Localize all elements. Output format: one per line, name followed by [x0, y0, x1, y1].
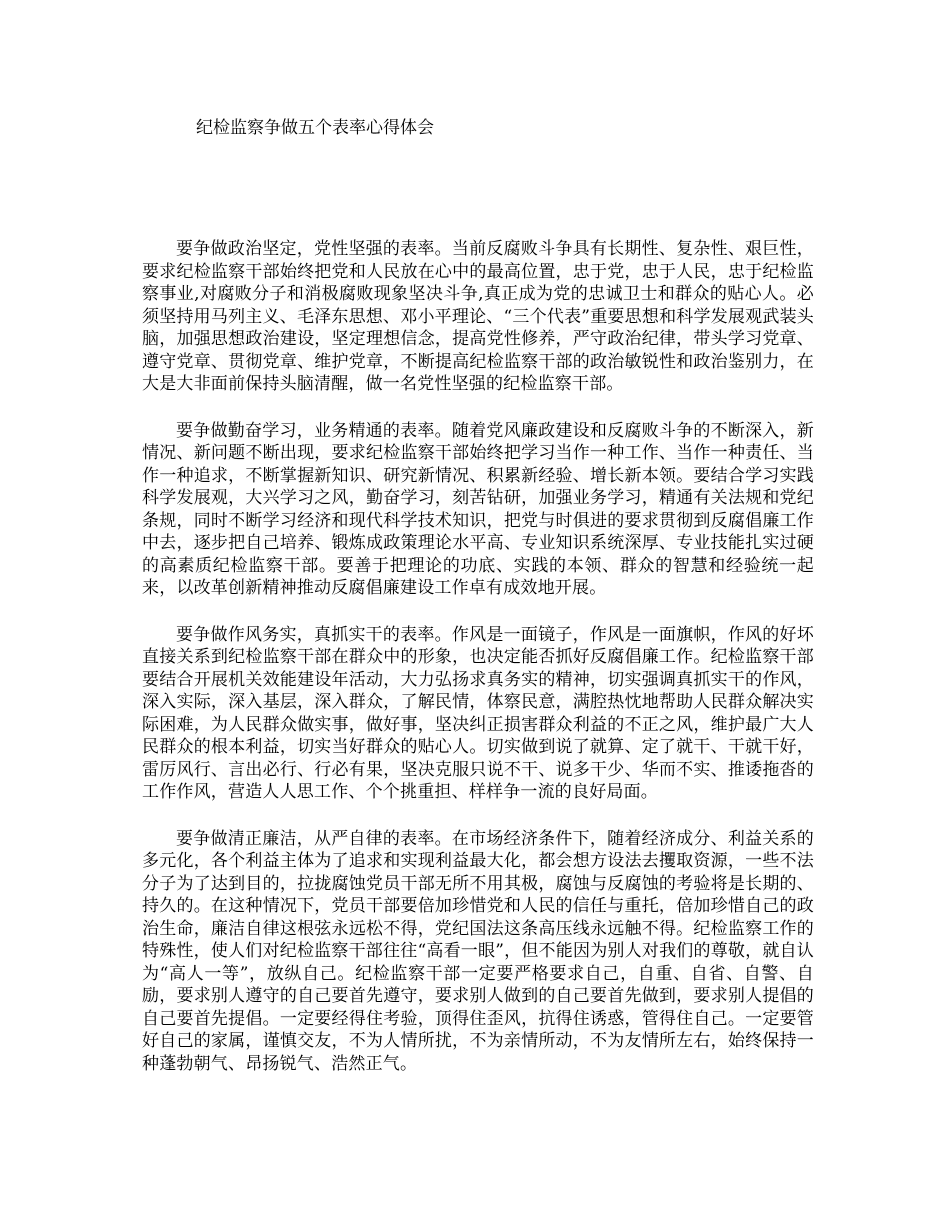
paragraph-work-style: 要争做作风务实，真抓实干的表率。作风是一面镜子，作风是一面旗帜，作风的好坏直接关系到纪检监察干部在群众中的形象，也决定能否抓好反腐倡廉工作。纪检监察干部要结合开展机关效能建设年活动，大力弘扬求真务实的精神，切实强调真抓实干的作风，深入实际，深入基层，深入群众，了解民情，体察民意，满腔热忱地帮助人民群众解决实际困难，为人民群众做实事，做好事，坚决纠正损害群众利益的不正之风，维护最广大人民群众的根本利益，切实当好群众的贴心人。切实做到说了就算、定了就干、干就干好，雷厉风行、言出必行、行必有果，坚决克服只说不干、说多干少、华而不实、推诿拖沓的工作作风，营造人人思工作、个个挑重担、样样争一流的良好局面。	[142, 624, 814, 802]
document-title: 纪检监察争做五个表率心得体会	[196, 118, 434, 138]
document-body	[142, 238, 814, 1099]
paragraph-political: 要争做政治坚定，党性坚强的表率。当前反腐败斗争具有长期性、复杂性、艰巨性，要求纪检监察干部始终把党和人民放在心中的最高位置，忠于党，忠于人民，忠于纪检监察事业,对腐败分子和消极腐败现象坚决斗争,真正成为党的忠诚卫士和群众的贴心人。必须坚持用马列主义、毛泽东思想、邓小平理论、“三个代表”重要思想和科学发展观武装头脑，加强思想政治建设，坚定理想信念，提高党性修养，严守政治纪律，带头学习党章、遵守党章、贯彻党章、维护党章，不断提高纪检监察干部的政治敏锐性和政治鉴别力，在大是大非面前保持头脑清醒，做一名党性坚强的纪检监察干部。	[142, 239, 814, 394]
paragraph-integrity: 要争做清正廉洁，从严自律的表率。在市场经济条件下，随着经济成分、利益关系的多元化，各个利益主体为了追求和实现利益最大化，都会想方设法去攫取资源，一些不法分子为了达到目的，拉拢腐蚀党员干部无所不用其极，腐蚀与反腐蚀的考验将是长期的、持久的。在这种情况下，党员干部要倍加珍惜党和人民的信任与重托，倍加珍惜自己的政治生命，廉洁自律这根弦永远松不得，党纪国法这条高压线永远触不得。纪检监察工作的特殊性，使人们对纪检监察干部往往“高看一眼”，但不能因为别人对我们的尊敬，就自认为“高人一等”，放纵自己。纪检监察干部一定要严格要求自己，自重、自省、自警、自励，要求别人遵守的自己要首先遵守，要求别人做到的自己要首先做到，要求别人提倡的自己要首先提倡。一定要经得住考验，顶得住歪风，抗得住诱惑，管得住自己。一定要管好自己的家属，谨慎交友，不为人情所扰，不为亲情所动，不为友情所左右，始终保持一种蓬勃朝气、昂扬锐气、浩然正气。	[142, 828, 814, 1074]
paragraph-learning: 要争做勤奋学习，业务精通的表率。随着党风廉政建设和反腐败斗争的不断深入，新情况、新问题不断出现，要求纪检监察干部始终把学习当作一种工作、当作一种责任、当作一种追求，不断掌握新知识、研究新情况、积累新经验、增长新本领。要结合学习实践科学发展观，大兴学习之风，勤奋学习，刻苦钻研，加强业务学习，精通有关法规和党纪条规，同时不断学习经济和现代科学技术知识，把党与时俱进的要求贯彻到反腐倡廉工作中去，逐步把自己培养、锻炼成政策理论水平高、专业知识系统深厚、专业技能扎实过硬的高素质纪检监察干部。要善于把理论的功底、实践的本领、群众的智慧和经验统一起来，以改革创新精神推动反腐倡廉建设工作卓有成效地开展。	[142, 420, 814, 598]
